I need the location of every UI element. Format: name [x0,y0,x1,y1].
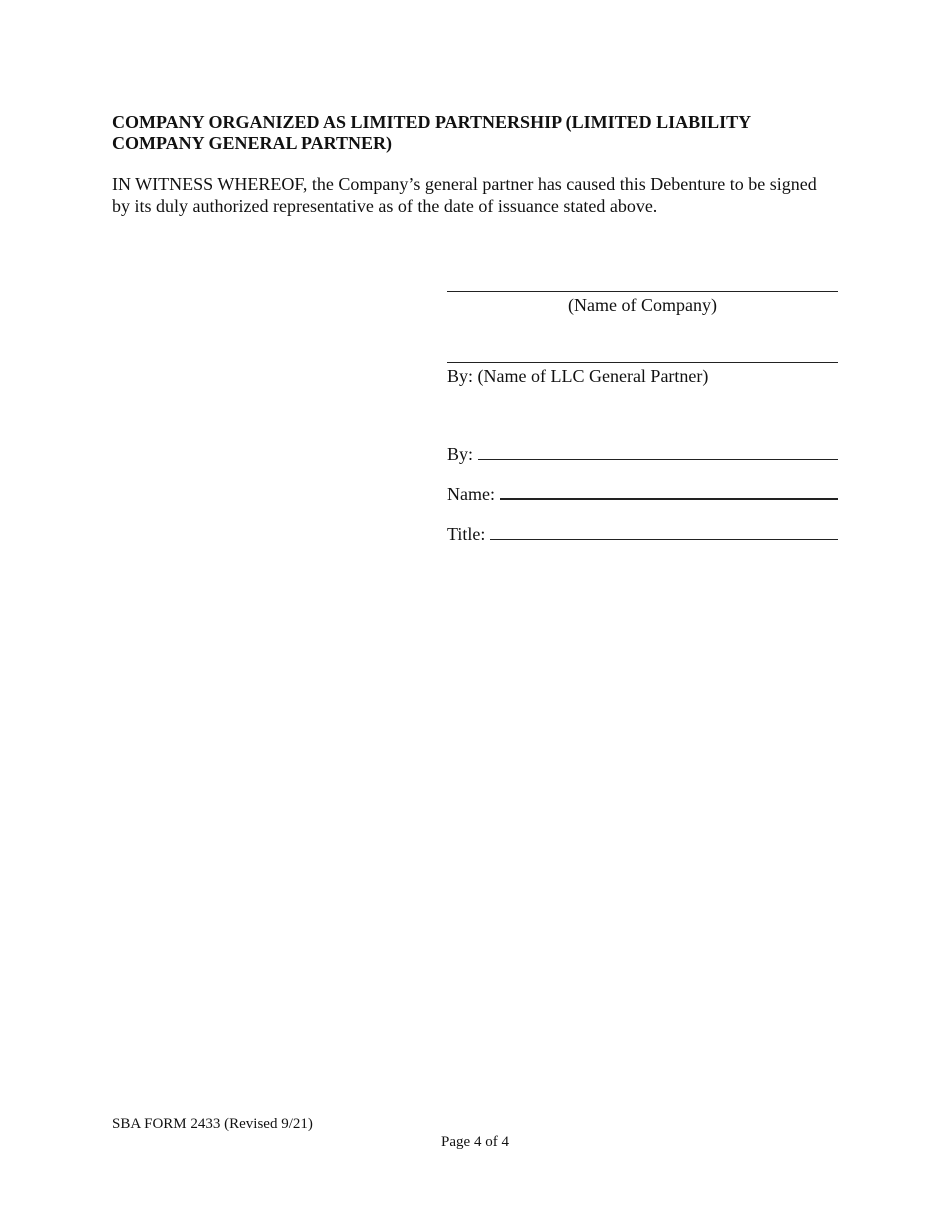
name-blank[interactable] [500,498,838,500]
title-label: Title: [447,524,486,544]
name-field [447,481,838,505]
general-partner-caption: By: (Name of LLC General Partner) [447,366,709,386]
witness-paragraph: IN WITNESS WHEREOF, the Company’s general partner has caused this Debenture to be signed by its duly authorized representative as of the date of issuance stated above. [112,174,817,216]
page-number: Page 4 of 4 [441,1134,509,1150]
name-label: Name: [447,484,495,504]
by-signature-blank[interactable] [478,459,838,460]
title-blank[interactable] [490,539,838,540]
company-name-caption: (Name of Company) [568,295,717,315]
by-label: By: [447,444,474,464]
section-heading: COMPANY ORGANIZED AS LIMITED PARTNERSHIP (LIMITED LIABILITY COMPANY GENERAL PARTNER) [112,112,751,153]
company-name-line [447,291,838,292]
general-partner-line [447,362,838,363]
by-field [447,441,838,465]
form-identifier: SBA FORM 2433 (Revised 9/21) [112,1116,313,1132]
title-field [447,521,838,545]
